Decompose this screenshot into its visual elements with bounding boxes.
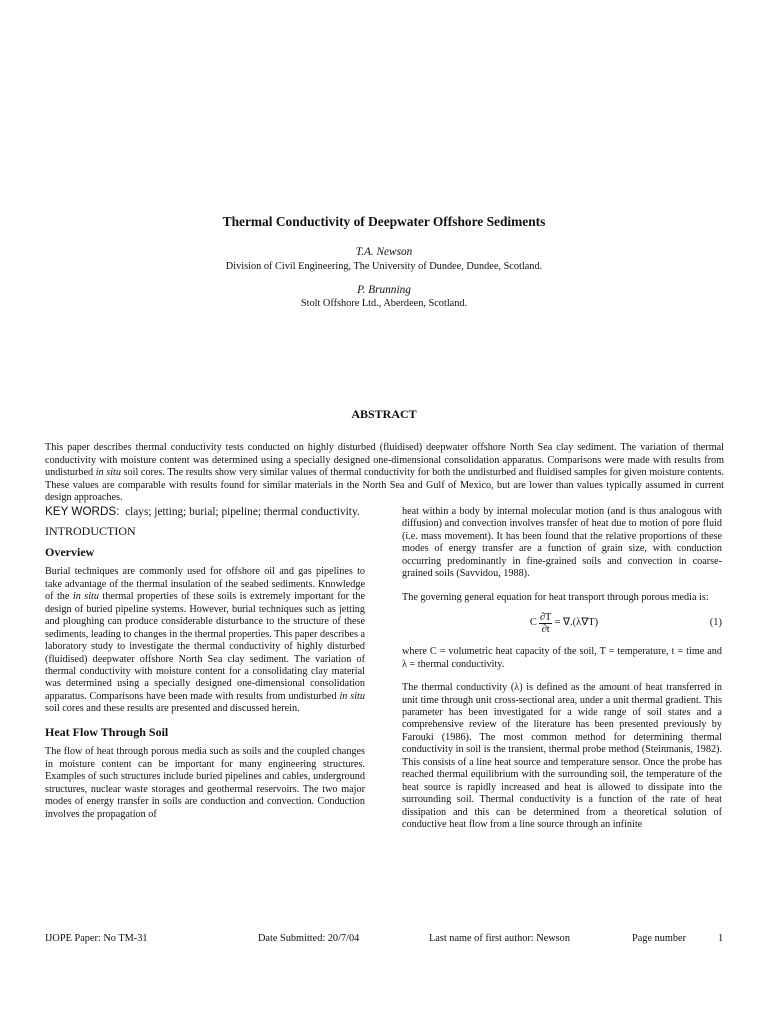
keywords-label: KEY WORDS: [45,505,120,518]
author-2-name: P. Brunning [357,284,411,296]
thermal-conductivity-paragraph: The thermal conductivity (λ) is defined as the amount of heat transferred in unit time through unit cross-sectional area, under a unit thermal gradient. This parameter has been investigated for a wide range of soil states and a comprehensive review of the literature has been presented previously by Farouki (1986). The most common method for determining thermal conductivity in soil is the transient, thermal probe method (Steinmanis, 1982). This consists of a line heat source and temperature sensor. Once the probe has reached thermal equilibrium with the surrounding soil, the temperature of the heat source is rapidly increased and heat is allowed to dissipate into the surrounding soil. Thermal conductivity is a function of the rate of heat dissipation and this can be determined from a theoretical solution of conductive heat flow from a line source through an infinite [402,682,722,831]
author-2-affiliation: Stolt Offshore Ltd., Aberdeen, Scotland. [300,298,468,309]
equation-rhs: = ∇.(λ∇T) [554,616,599,628]
introduction-heading: INTRODUCTION [45,524,136,539]
heat-flow-heading: Heat Flow Through Soil [45,724,169,739]
abstract-heading: ABSTRACT [351,407,417,421]
paper-title: Thermal Conductivity of Deepwater Offshore Sediments [222,214,546,229]
keywords [45,506,365,518]
author-1-affiliation: Division of Civil Engineering, The University of Dundee, Dundee, Scotland. [225,261,543,272]
footer-paper-id: IJOPE Paper: No TM-31 [45,933,148,944]
page-footer [45,933,724,947]
overview-heading: Overview [45,544,95,559]
overview-paragraph: Burial techniques are commonly used for offshore oil and gas pipelines to take advantage of the thermal insulation of the seabed sediments. Knowledge of the in situ thermal properties of these soils is extremely important for the design of buried pipeline systems. However, burial techniques such as jetting and ploughing can produce considerable disturbance to the structure of these sediments, leading to changes in the thermal properties. This paper describes a laboratory study to investigate the thermal conductivity of highly disturbed (fluidised) deepwater offshore North Sea clay sediment. The variation of thermal conductivity with moisture content for a consolidating clay material was determined using a specially designed one-dimensional consolidation apparatus. Comparisons have been made with results from undisturbed in situ soil cores and these results are presented and discussed herein. [45,566,365,715]
energy-transfer-paragraph: heat within a body by internal molecular motion (and is thus analogous with diffusion) and convection involves transfer of heat due to motion of pore fluid (i.e. mass movement). It has been found that the relative proportions of these modes of energy transfer are a function of grain size, with conduction occurring predominantly in fine-grained soils and convection in coarse-grained soils (Savvidou, 1988). [402,506,722,580]
abstract-text: This paper describes thermal conductivity tests conducted on highly disturbed (fluidised) deepwater offshore North Sea clay sediment. The variation of thermal conductivity with moisture content was determined using a specially designed one-dimensional consolidation apparatus. Comparisons were made with results from undisturbed in situ soil cores. The results show very similar values of thermal conductivity for both the undisturbed and fluidised samples for given moisture contents. These values are comparable with results found for similar materials in the North Sea and Gulf of Mexico, but are lower than values typically assumed in current design approaches. [45,442,724,503]
equation-coefficient: C [529,616,537,628]
equation-definitions-paragraph: where C = volumetric heat capacity of the soil, T = temperature, t = time and λ = thermal conductivity. [402,646,722,670]
equation-intro-paragraph: The governing general equation for heat transport through porous media is: [402,591,709,603]
equation-numerator: ∂T [539,611,552,623]
author-1-name: T.A. Newson [355,246,413,258]
equation-number: (1) [709,616,722,628]
footer-date-submitted: Date Submitted: 20/7/04 [258,933,360,944]
equation-fraction [539,612,553,635]
footer-page-number: 1 [718,933,724,944]
right-column [402,506,722,832]
footer-page-label: Page number [632,933,687,944]
equation-1 [402,606,722,640]
equation-denominator: ∂t [541,623,550,635]
footer-first-author: Last name of first author: Newson [429,933,570,944]
keywords-list: clays; jetting; burial; pipeline; thermal conductivity. [125,506,360,518]
heat-flow-paragraph: The flow of heat through porous media such as soils and the coupled changes in moisture content can be important for many engineering structures. Examples of such structures include buried pipelines and cables, underground structures, nuclear waste storages and geothermal reservoirs. The two major modes of energy transfer in soils are conduction and convection. Conduction involves the propagation of [45,746,365,820]
left-column [45,506,365,821]
